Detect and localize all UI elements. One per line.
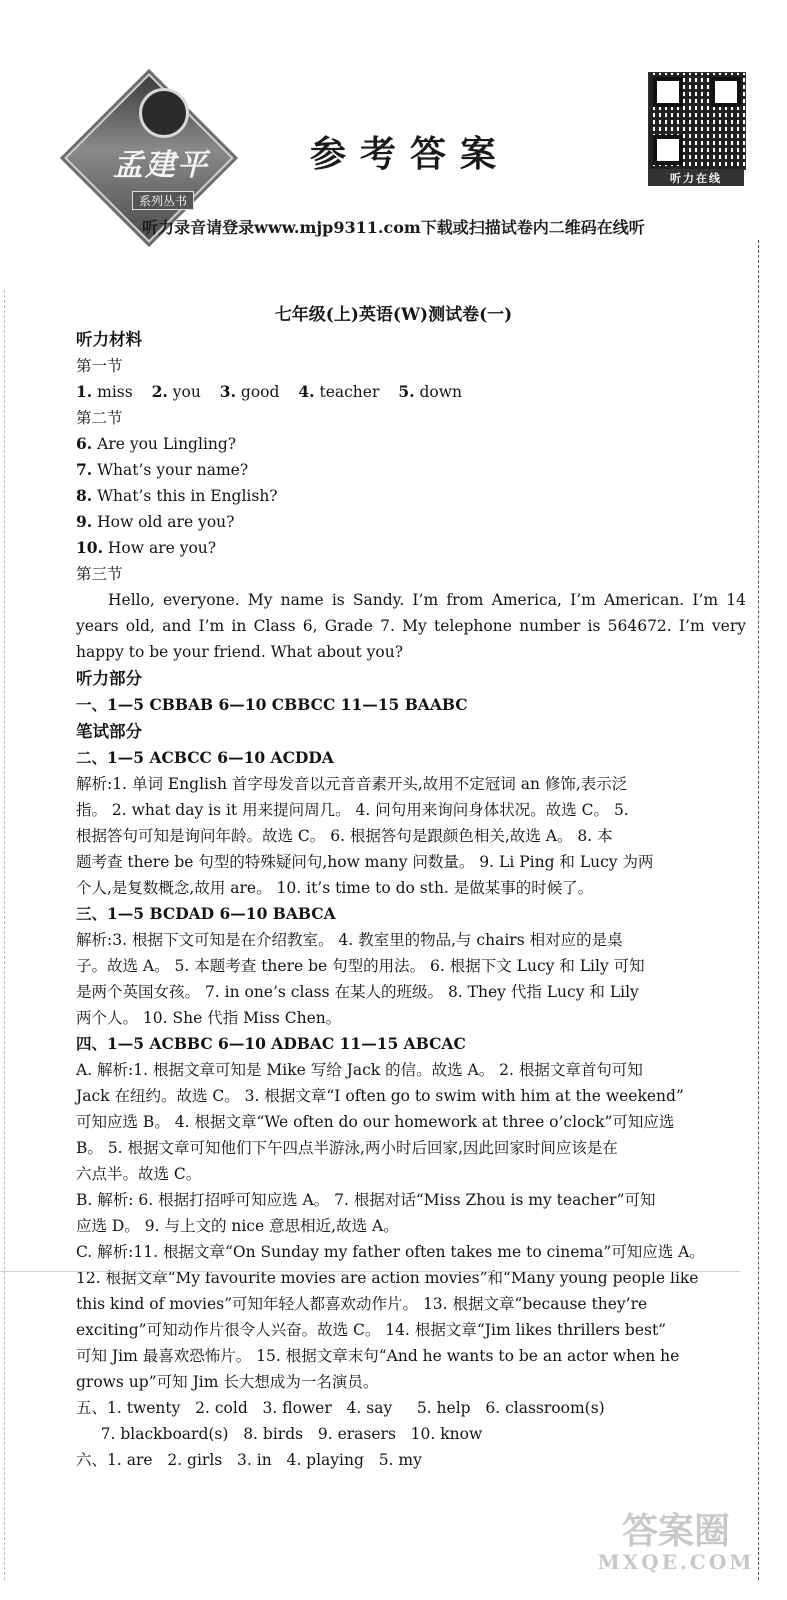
scan-fold-line bbox=[0, 1271, 740, 1272]
list-item: 9. How old are you? bbox=[76, 512, 235, 531]
list-item: 4. teacher bbox=[298, 382, 380, 401]
list-item: 10. How are you? bbox=[76, 538, 217, 557]
analysis-line: 可知 Jim 最喜欢恐怖片。 15. 根据文章末句“And he wants to be an actor when he bbox=[76, 1347, 680, 1365]
analysis-line: 根据答句可知是询问年龄。故选 C。 6. 根据答句是跟颜色相关,故选 A。 8. 本 bbox=[76, 827, 613, 845]
analysis-line: 个人,是复数概念,故用 are。 10. it’s time to do sth. 是做某事的时候了。 bbox=[76, 879, 594, 897]
test-title: 七年级(上)英语(W)测试卷(一) bbox=[274, 305, 513, 325]
qr-finder bbox=[653, 135, 683, 165]
list-item: 8. What’s this in English? bbox=[76, 486, 278, 505]
logo-series: 系列丛书 bbox=[132, 191, 194, 210]
emblem-icon bbox=[139, 88, 189, 138]
cut-line bbox=[758, 240, 759, 1580]
part-heading: 第三节 bbox=[76, 565, 123, 583]
list-item: 2. you bbox=[151, 382, 201, 401]
answer-key-line: 三、1—5 BCDAD 6—10 BABCA bbox=[76, 904, 336, 923]
analysis-line: 指。 2. what day is it 用来提问周几。 4. 问句用来询问身体状况。故选 C。 5. bbox=[76, 801, 629, 819]
analysis-line: B. 解析: 6. 根据打招呼可知应选 A。 7. 根据对话“Miss Zhou is my teacher”可知 bbox=[76, 1191, 656, 1209]
answer-key-line: 二、1—5 ACBCC 6—10 ACDDA bbox=[76, 748, 334, 767]
analysis-line: C. 解析:11. 根据文章“On Sunday my father often takes me to cinema”可知应选 A。 bbox=[76, 1243, 705, 1261]
part1-list bbox=[76, 379, 746, 405]
qr-caption: 听力在线 bbox=[648, 170, 744, 186]
watermark-main: 答案圈 bbox=[621, 1510, 730, 1552]
analysis-line: B。 5. 根据文章可知他们下午四点半游泳,两小时后回家,因此回家时间应该是在 bbox=[76, 1139, 618, 1157]
analysis-line: 解析:3. 根据下文可知是在介绍教室。 4. 教室里的物品,与 chairs 相对应的是桌 bbox=[76, 931, 623, 949]
section-heading: 听力部分 bbox=[76, 669, 142, 688]
analysis-line: 两个人。 10. She 代指 Miss Chen。 bbox=[76, 1009, 342, 1027]
list-item: 6. Are you Lingling? bbox=[76, 434, 237, 453]
analysis-line: 解析:1. 单词 English 首字母发音以元音音素开头,故用不定冠词 an 修饰,表示泛 bbox=[76, 775, 628, 793]
analysis-line: exciting”可知动作片很令人兴奋。故选 C。 14. 根据文章“Jim likes thrillers best” bbox=[76, 1321, 667, 1339]
watermark-sub: MXQE.COM bbox=[597, 1550, 755, 1574]
analysis-line: 可知应选 B。 4. 根据文章“We often do our homework at three o’clock”可知应选 bbox=[76, 1113, 675, 1131]
analysis-line: this kind of movies”可知年轻人都喜欢动作片。 13. 根据文章“because they’re bbox=[76, 1295, 648, 1313]
list-item: 1. miss bbox=[76, 382, 133, 401]
listening-passage: Hello, everyone. My name is Sandy. I’m from America, I’m American. I’m 14 years old, and I’m in Class 6, Grade 7. My telephone number is 564672. I’m very happy to be your friend. What about you? bbox=[76, 591, 746, 661]
part-heading: 第一节 bbox=[76, 357, 123, 375]
page-title: 参考答案 bbox=[309, 133, 510, 175]
answer-key-line: 四、1—5 ACBBC 6—10 ADBAC 11—15 ABCAC bbox=[76, 1034, 466, 1053]
logo-name: 孟建平 bbox=[113, 148, 209, 183]
listening-material-heading: 听力材料 bbox=[76, 330, 142, 349]
answer-key-line: 7. blackboard(s) 8. birds 9. erasers 10. know bbox=[76, 1425, 483, 1443]
analysis-line: 子。故选 A。 5. 本题考查 there be 句型的用法。 6. 根据下文 Lucy 和 Lily 可知 bbox=[76, 957, 645, 975]
list-item: 3. good bbox=[219, 382, 280, 401]
part-heading: 第二节 bbox=[76, 409, 123, 427]
list-item: 5. down bbox=[398, 382, 462, 401]
analysis-line: 六点半。故选 C。 bbox=[76, 1165, 202, 1183]
section-heading: 笔试部分 bbox=[76, 722, 142, 741]
analysis-line: 12. 根据文章“My favourite movies are action movies”和“Many young people like bbox=[76, 1269, 699, 1287]
analysis-line: 是两个英国女孩。 7. in one’s class 在某人的班级。 8. They 代指 Lucy 和 Lily bbox=[76, 983, 639, 1001]
answer-key-line: 五、1. twenty 2. cold 3. flower 4. say 5. help 6. classroom(s) bbox=[76, 1399, 605, 1417]
binding-line bbox=[4, 290, 5, 1580]
list-item: 7. What’s your name? bbox=[76, 460, 249, 479]
answer-content bbox=[76, 326, 746, 1473]
qr-code-icon[interactable] bbox=[648, 72, 746, 170]
watermark-logo bbox=[596, 1512, 756, 1582]
analysis-line: grows up”可知 Jim 长大想成为一名演员。 bbox=[76, 1373, 379, 1391]
qr-finder bbox=[711, 77, 741, 107]
analysis-line: 题考查 there be 句型的特殊疑问句,how many 问数量。 9. Li Ping 和 Lucy 为两 bbox=[76, 853, 654, 871]
audio-notice: 听力录音请登录www.mjp9311.com下载或扫描试卷内二维码在线听 bbox=[142, 218, 645, 237]
qr-finder bbox=[653, 77, 683, 107]
analysis-line: A. 解析:1. 根据文章可知是 Mike 写给 Jack 的信。故选 A。 2. 根据文章首句可知 bbox=[76, 1061, 643, 1079]
analysis-line: Jack 在纽约。故选 C。 3. 根据文章“I often go to swim with him at the weekend” bbox=[76, 1087, 684, 1105]
answer-key-line: 六、1. are 2. girls 3. in 4. playing 5. my bbox=[76, 1451, 422, 1469]
analysis-line: 应选 D。 9. 与上文的 nice 意思相近,故选 A。 bbox=[76, 1217, 399, 1235]
answer-key-line: 一、1—5 CBBAB 6—10 CBBCC 11—15 BAABC bbox=[76, 695, 468, 714]
